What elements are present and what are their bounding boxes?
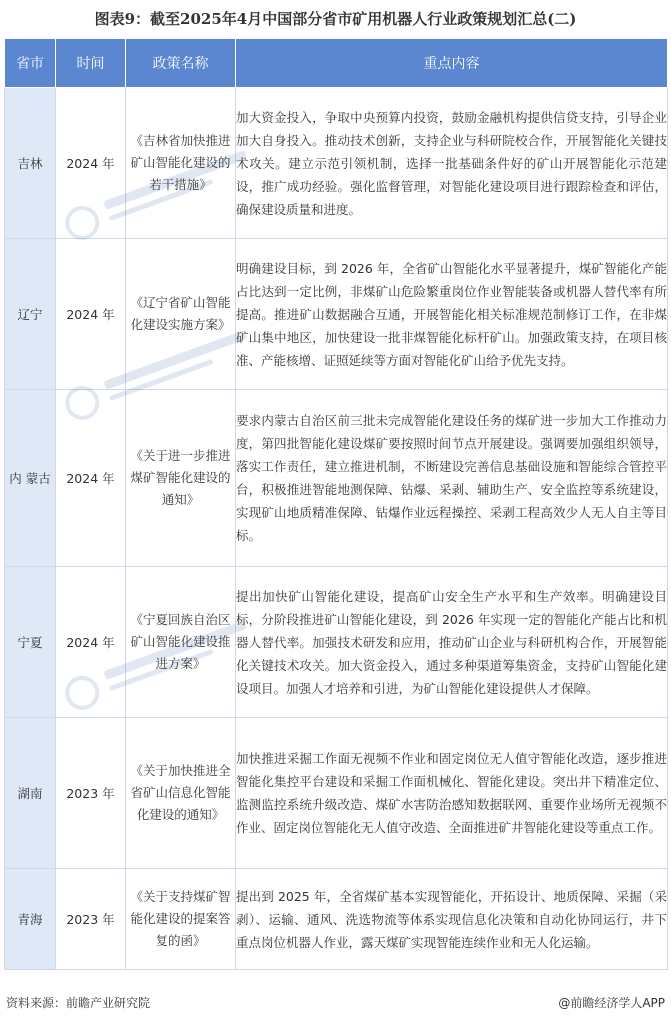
year-cell: 2024 年 (56, 88, 126, 239)
header-policy-name: 政策名称 (126, 39, 236, 88)
province-cell: 辽宁 (5, 239, 56, 390)
key-content-cell: 要求内蒙古自治区前三批未完成智能化建设任务的煤矿进一步加大工作推动力度，第四批智能化建设煤矿要按照时间节点开展建设。强调要加强组织领导，落实工作责任，建立推进机制，不断建设完善信息基础设施和智能综合管控平台，积极推进智能地测保障、钻爆、采剥、辅助生产、安全监控等系统建设，实现矿山地质精准保障、钻爆作业远程操控、采剥工程高效少人无人自主等目标。 (236, 390, 668, 567)
table-row (5, 239, 668, 390)
table-row (5, 869, 668, 970)
key-content-cell: 加大资金投入，争取中央预算内投资，鼓励金融机构提供信贷支持，引导企业加大自身投入。推动技术创新，支持企业与科研院校合作，开展智能化关键技术攻关。建立示范引领机制，选择一批基础条件好的矿山开展智能化示范建设，推广成功经验。强化监督管理，对智能化建设项目进行跟踪检查和评估，确保建设质量和进度。 (236, 88, 668, 239)
policy-name-cell: 《宁夏回族自治区矿山智能化建设推进方案》 (126, 567, 236, 718)
policy-name-cell: 《辽宁省矿山智能化建设实施方案》 (126, 239, 236, 390)
policy-name-cell: 《关于加快推进全省矿山信息化智能化建设的通知》 (126, 718, 236, 869)
key-content-cell: 加快推进采掘工作面无视频不作业和固定岗位无人值守智能化改造，逐步推进智能化集控平台建设和采掘工作面机械化、智能化建设。突出井下精准定位、监测监控系统升级改造、煤矿水害防治感知数据联网、重要作业场所无视频不作业、固定岗位智能化无人值守改造、全面推进矿井智能化建设等重点工作。 (236, 718, 668, 869)
source-note: 资料来源：前瞻产业研究院 (6, 996, 151, 1010)
key-content-cell: 明确建设目标，到 2026 年，全省矿山智能化水平显著提升，煤矿智能化产能占比达到一定比例，非煤矿山危险繁重岗位作业智能装备或机器人替代率有所提高。推进矿山数据融合互通，开展智能化相关标准规范制修订工作，在非煤矿山集中地区，加快建设一批非煤智能化标杆矿山。加强政策支持，在项目核准、产能核增、证照延续等方面对智能化矿山给予优先支持。 (236, 239, 668, 390)
table-row (5, 718, 668, 869)
header-province: 省市 (5, 39, 56, 88)
header-year: 时间 (56, 39, 126, 88)
province-cell: 湖南 (5, 718, 56, 869)
province-cell: 吉林 (5, 88, 56, 239)
key-content-cell: 提出到 2025 年，全省煤矿基本实现智能化，开拓设计、地质保障、采掘（采剥）、运输、通风、洗选物流等体系实现信息化决策和自动化协同运行，井下重点岗位机器人作业，露天煤矿实现智能连续作业和无人化运输。 (236, 869, 668, 970)
year-cell: 2023 年 (56, 869, 126, 970)
chart-title: 图表9：截至2025年4月中国部分省市矿用机器人行业政策规划汇总(二) (94, 10, 577, 28)
year-cell: 2024 年 (56, 567, 126, 718)
province-cell: 内 蒙古 (5, 390, 56, 567)
policy-name-cell: 《关于支持煤矿智能化建设的提案答复的函》 (126, 869, 236, 970)
province-cell: 宁夏 (5, 567, 56, 718)
policy-table (4, 38, 668, 970)
year-cell: 2024 年 (56, 239, 126, 390)
table-row (5, 390, 668, 567)
year-cell: 2024 年 (56, 390, 126, 567)
table-header-row (5, 39, 668, 88)
brand-credit: @前瞻经济学人APP (558, 996, 665, 1010)
policy-name-cell: 《关于进一步推进煤矿智能化建设的通知》 (126, 390, 236, 567)
table-row (5, 88, 668, 239)
key-content-cell: 提出加快矿山智能化建设，提高矿山安全生产水平和生产效率。明确建设目标，分阶段推进矿山智能化建设，到 2026 年实现一定的智能化产能占比和机器人替代率。加强技术研发和应用，推动矿山企业与科研机构合作，开展智能化关键技术攻关。加大资金投入，通过多种渠道筹集资金，支持矿山智能化建设项目。加强人才培养和引进，为矿山智能化建设提供人才保障。 (236, 567, 668, 718)
province-cell: 青海 (5, 869, 56, 970)
header-key-content: 重点内容 (236, 39, 668, 88)
policy-name-cell: 《吉林省加快推进矿山智能化建设的若干措施》 (126, 88, 236, 239)
year-cell: 2023 年 (56, 718, 126, 869)
table-row (5, 567, 668, 718)
